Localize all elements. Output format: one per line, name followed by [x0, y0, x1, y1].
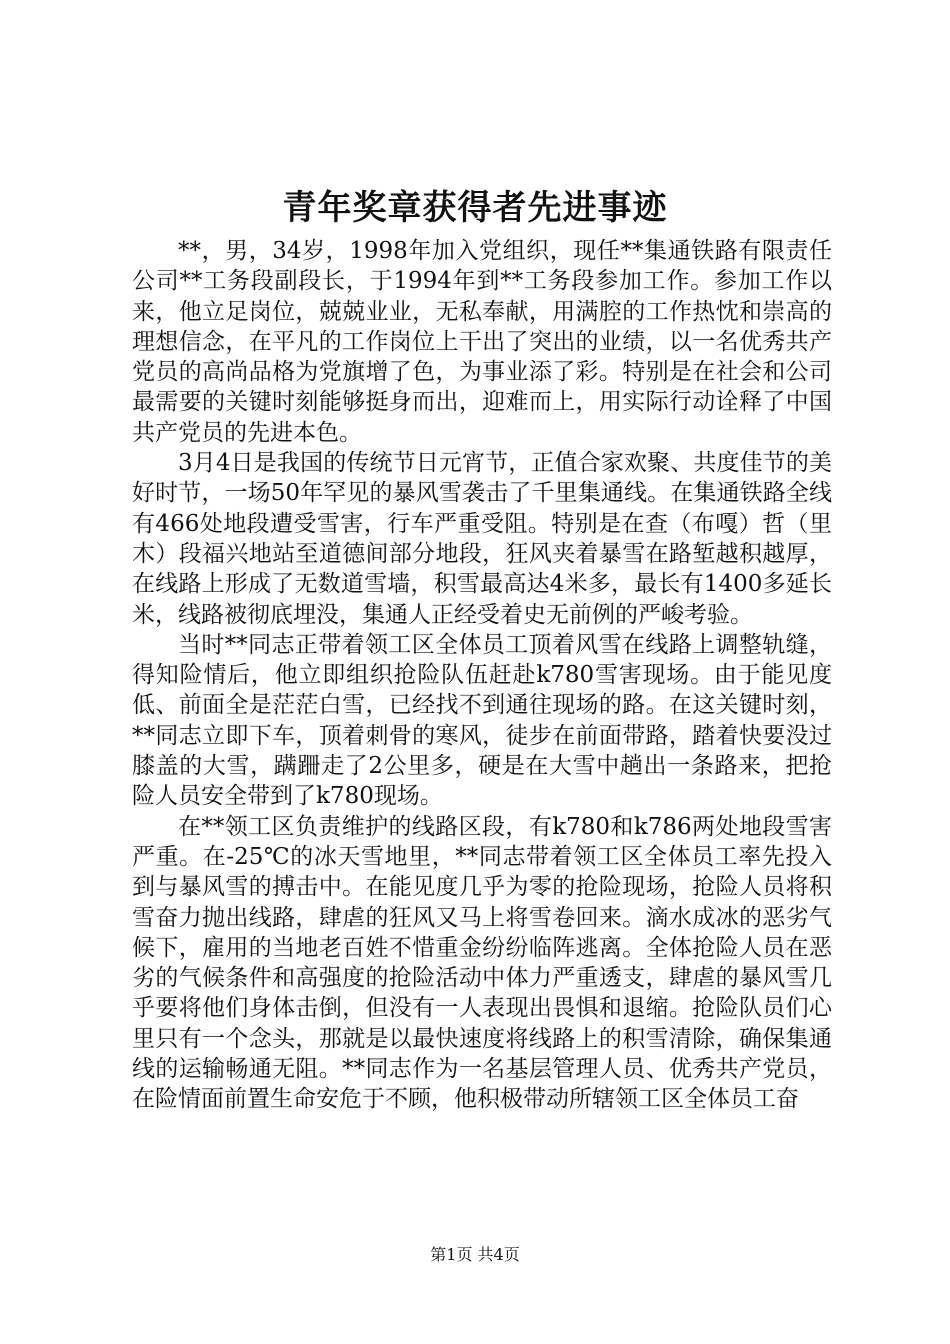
paragraph-2: 3月4日是我国的传统节日元宵节，正值合家欢聚、共度佳节的美好时节，一场50年罕见的暴风雪袭击了千里集通线。在集通铁路全线有466处地段遭受雪害，行车严重受阻。特别是在查（布嘎）哲（里木）段福兴地站至道德间部分地段，狂风夹着暴雪在路堑越积越厚，在线路上形成了无数道雪墙，积雪最高达4米多，最长有1400多延长米，线路被彻底埋没，集通人正经受着史无前例的严峻考验。 [132, 450, 832, 628]
paragraph-3: 当时**同志正带着领工区全体员工顶着风雪在线路上调整轨缝，得知险情后，他立即组织抢险队伍赶赴k780雪害现场。由于能见度低、前面全是茫茫白雪，已经找不到通往现场的路。在这关键时刻，**同志立即下车，顶着刺骨的寒风，徒步在前面带路，踏着快要没过膝盖的大雪，蹒跚走了2公里多，硬是在大雪中趟出一条路来，把抢险人员安全带到了k780现场。 [132, 631, 832, 810]
document-body [132, 236, 832, 1115]
document-title: 青年奖章获得者先进事迹 [282, 188, 668, 228]
paragraph-4: 在**领工区负责维护的线路区段，有k780和k786两处地段雪害严重。在-25℃的冰天雪地里，**同志带着领工区全体员工率先投入到与暴风雪的搏击中。在能见度几乎为零的抢险现场，抢险人员将积雪奋力抛出线路，肆虐的狂风又马上将雪卷回来。滴水成冰的恶劣气候下，雇用的当地老百姓不惜重金纷纷临阵逃离。全体抢险人员在恶劣的气候条件和高强度的抢险活动中体力严重透支，肆虐的暴风雪几乎要将他们身体击倒，但没有一人表现出畏惧和退缩。抢险队员们心里只有一个念头，那就是以最快速度将线路上的积雪清除，确保集通线的运输畅通无阻。**同志作为一名基层管理人员、优秀共产党员，在险情面前置生命安危于不顾，他积极带动所辖领工区全体员工奋 [132, 813, 832, 1113]
page-footer: 第1页 共4页 [430, 1245, 520, 1264]
paragraph-1: **，男，34岁，1998年加入党组织，现任**集通铁路有限责任公司**工务段副段长，于1994年到**工务段参加工作。参加工作以来，他立足岗位，兢兢业业，无私奉献，用满腔的工作热忱和崇高的理想信念，在平凡的工作岗位上干出了突出的业绩，以一名优秀共产党员的高尚品格为党旗增了色，为事业添了彩。特别是在社会和公司最需要的关键时刻能够挺身而出，迎难而上，用实际行动诠释了中国共产党员的先进本色。 [132, 238, 832, 446]
